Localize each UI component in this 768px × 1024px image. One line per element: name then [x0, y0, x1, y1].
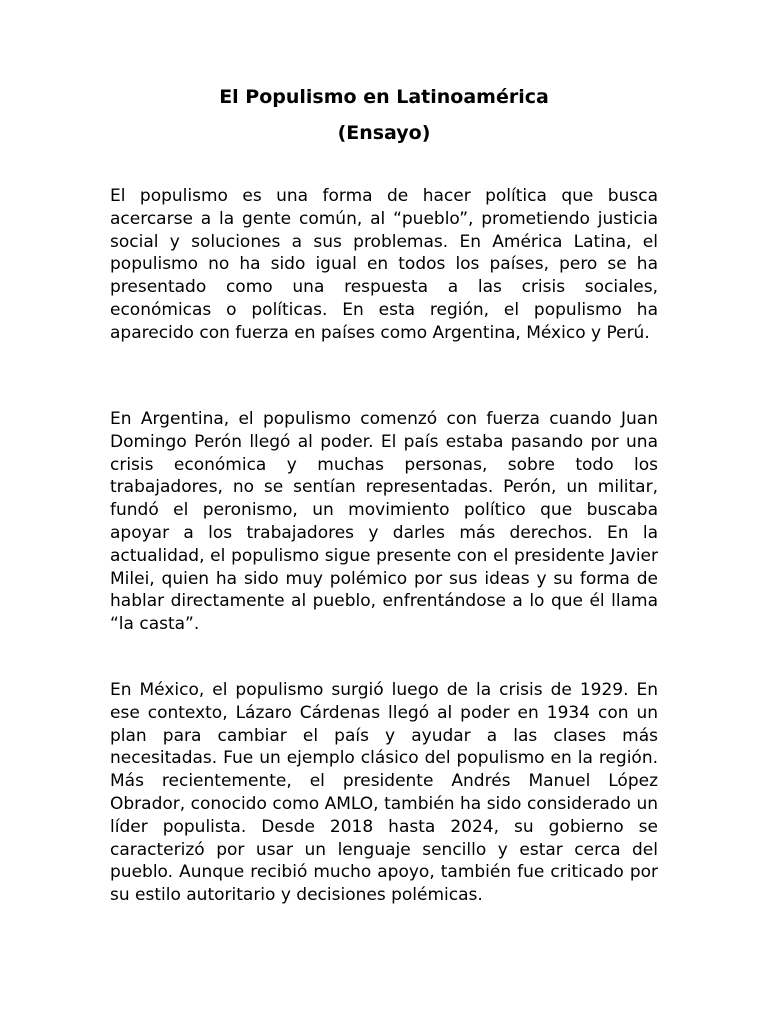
paragraph-argentina: En Argentina, el populismo comenzó con fuerza cuando Juan Domingo Perón llegó al poder. El país estaba pasando por una crisis económica y muchas personas, sobre todo los trabajadores, no se sentían representadas. Perón, un militar, fundó el peronismo, un movimiento político que buscaba apoyar a los trabajadores y darles más derechos. En la actualidad, el populismo sigue presente con el presidente Javier Milei, quien ha sido muy polémico por sus ideas y su forma de hablar directamente al pueblo, enfrentándose a lo que él llama “la casta”. [110, 409, 658, 635]
document-subtitle: (Ensayo) [337, 122, 431, 144]
paragraph-intro: El populismo es una forma de hacer política que busca acercarse a la gente común, al “pueblo”, prometiendo justicia social y soluciones a sus problemas. En América Latina, el populismo no ha sido igual en todos los países, pero se ha presentado como una respuesta a las crisis sociales, económicas o políticas. En esta región, el populismo ha aparecido con fuerza en países como Argentina, México y Perú. [110, 186, 658, 343]
paragraph-mexico: En México, el populismo surgió luego de la crisis de 1929. En ese contexto, Lázaro Cárdenas llegó al poder en 1934 con un plan para cambiar el país y ayudar a las clases más necesitadas. Fue un ejemplo clásico del populismo en la región. Más recientemente, el presidente Andrés Manuel López Obrador, conocido como AMLO, también ha sido considerado un líder populista. Desde 2018 hasta 2024, su gobierno se caracterizó por usar un lenguaje sencillo y estar cerca del pueblo. Aunque recibió mucho apoyo, también fue criticado por su estilo autoritario y decisiones polémicas. [110, 680, 658, 906]
document-title: El Populismo en Latinoamérica [219, 86, 549, 108]
